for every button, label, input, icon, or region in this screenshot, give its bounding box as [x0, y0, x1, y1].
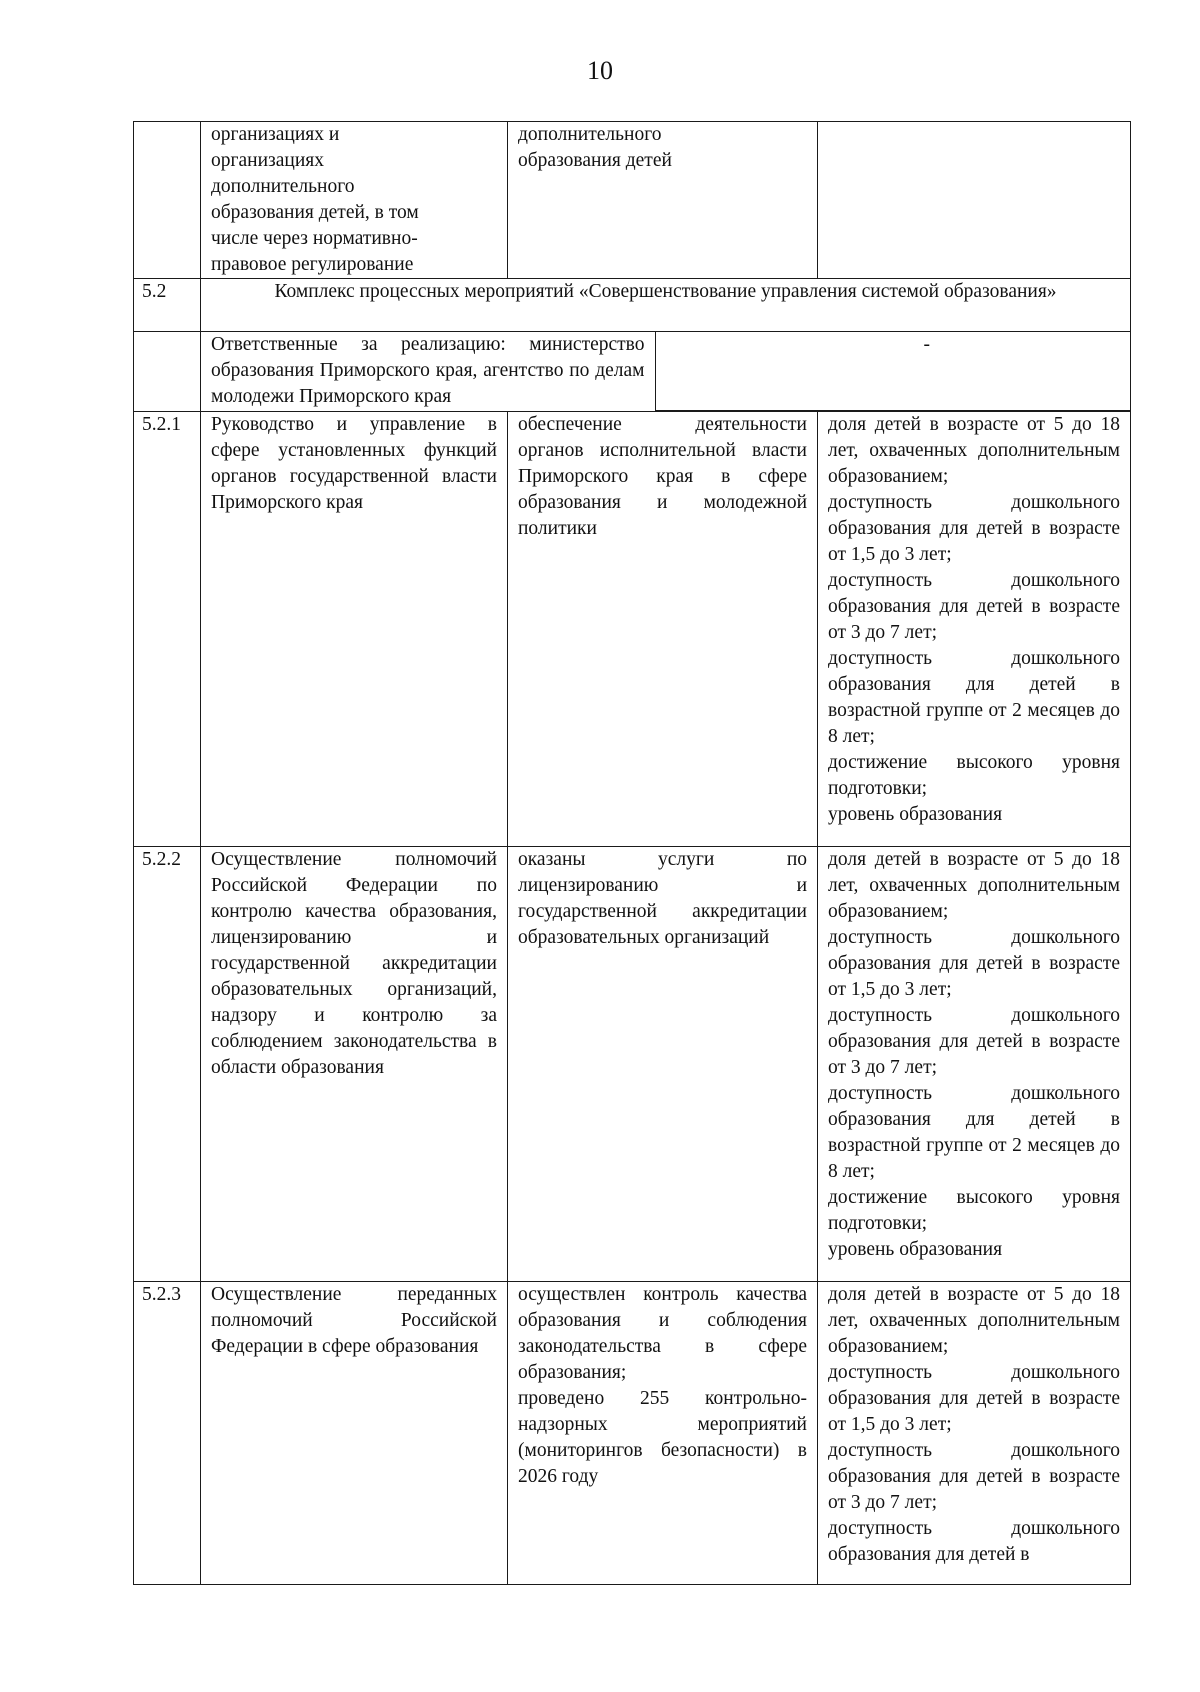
- responsible-text: Ответственные за реализацию: министерство образования Приморского края, агентство по делам молодежи Приморского края: [211, 334, 645, 407]
- activity-result-cell: осуществлен контроль качества образования и соблюдения законодательства в сфере образования; проведено 255 контрольно-надзорных мероприятий (мониторингов безопасности) в 2026 году: [508, 1281, 818, 1584]
- table-row-responsible: [134, 332, 1131, 412]
- row-number-cell: 5.2.3: [134, 1281, 201, 1584]
- page-number: 10: [587, 56, 613, 85]
- table-row: [134, 846, 1131, 1281]
- activity-name-cell: Осуществление переданных полномочий Российской Федерации в сфере образования: [201, 1281, 508, 1584]
- row-number-cell: [134, 332, 201, 412]
- activities-table: [133, 121, 1131, 1585]
- activity-name-cell: организациях и организациях дополнительного образования детей, в том числе через нормативно- правовое регулирование: [201, 122, 508, 279]
- activity-result-cell: обеспечение деятельности органов исполнительной власти Приморского края в сфере образования и молодежной политики: [508, 411, 818, 846]
- row-number-cell: 5.2.1: [134, 411, 201, 846]
- row-number-cell: 5.2: [134, 279, 201, 332]
- indicator-cell: [818, 122, 1131, 279]
- indicator-cell: доля детей в возрасте от 5 до 18 лет, охваченных дополнительным образованием; доступность дошкольного образования для детей в возрасте от 1,5 до 3 лет; доступность дошкольного образования для детей в возрасте от 3 до 7 лет; доступность дошкольного образования для детей в: [818, 1281, 1131, 1584]
- activity-name-cell: Руководство и управление в сфере установленных функций органов государственной власти Приморского края: [201, 411, 508, 846]
- table-row: [134, 1281, 1131, 1584]
- table-row: [134, 411, 1131, 846]
- row-number-cell: 5.2.2: [134, 846, 201, 1281]
- section-title-cell: Комплекс процессных мероприятий «Совершенствование управления системой образования»: [201, 279, 1131, 332]
- row-number-cell: [134, 122, 201, 279]
- responsible-cell: [201, 332, 1131, 412]
- table-row-continuation: [134, 122, 1131, 279]
- responsible-value: -: [655, 332, 1131, 410]
- indicator-cell: доля детей в возрасте от 5 до 18 лет, охваченных дополнительным образованием; доступность дошкольного образования для детей в возрасте от 1,5 до 3 лет; доступность дошкольного образования для детей в возрасте от 3 до 7 лет; доступность дошкольного образования для детей в возрастной группе от 2 месяцев до 8 лет; достижение высокого уровня подготовки; уровень образования: [818, 846, 1131, 1281]
- activity-name-cell: Осуществление полномочий Российской Федерации по контролю качества образования, лицензированию и государственной аккредитации образовательных организаций, надзору и контролю за соблюдением законодательства в области образования: [201, 846, 508, 1281]
- activity-result-cell: оказаны услуги по лицензированию и государственной аккредитации образовательных организаций: [508, 846, 818, 1281]
- responsible-inner-table: [201, 332, 1131, 411]
- activity-result-cell: дополнительного образования детей: [508, 122, 818, 279]
- indicator-cell: доля детей в возрасте от 5 до 18 лет, охваченных дополнительным образованием; доступность дошкольного образования для детей в возрасте от 1,5 до 3 лет; доступность дошкольного образования для детей в возрасте от 3 до 7 лет; доступность дошкольного образования для детей в возрастной группе от 2 месяцев до 8 лет; достижение высокого уровня подготовки; уровень образования: [818, 411, 1131, 846]
- table-row-section-5-2: [134, 279, 1131, 332]
